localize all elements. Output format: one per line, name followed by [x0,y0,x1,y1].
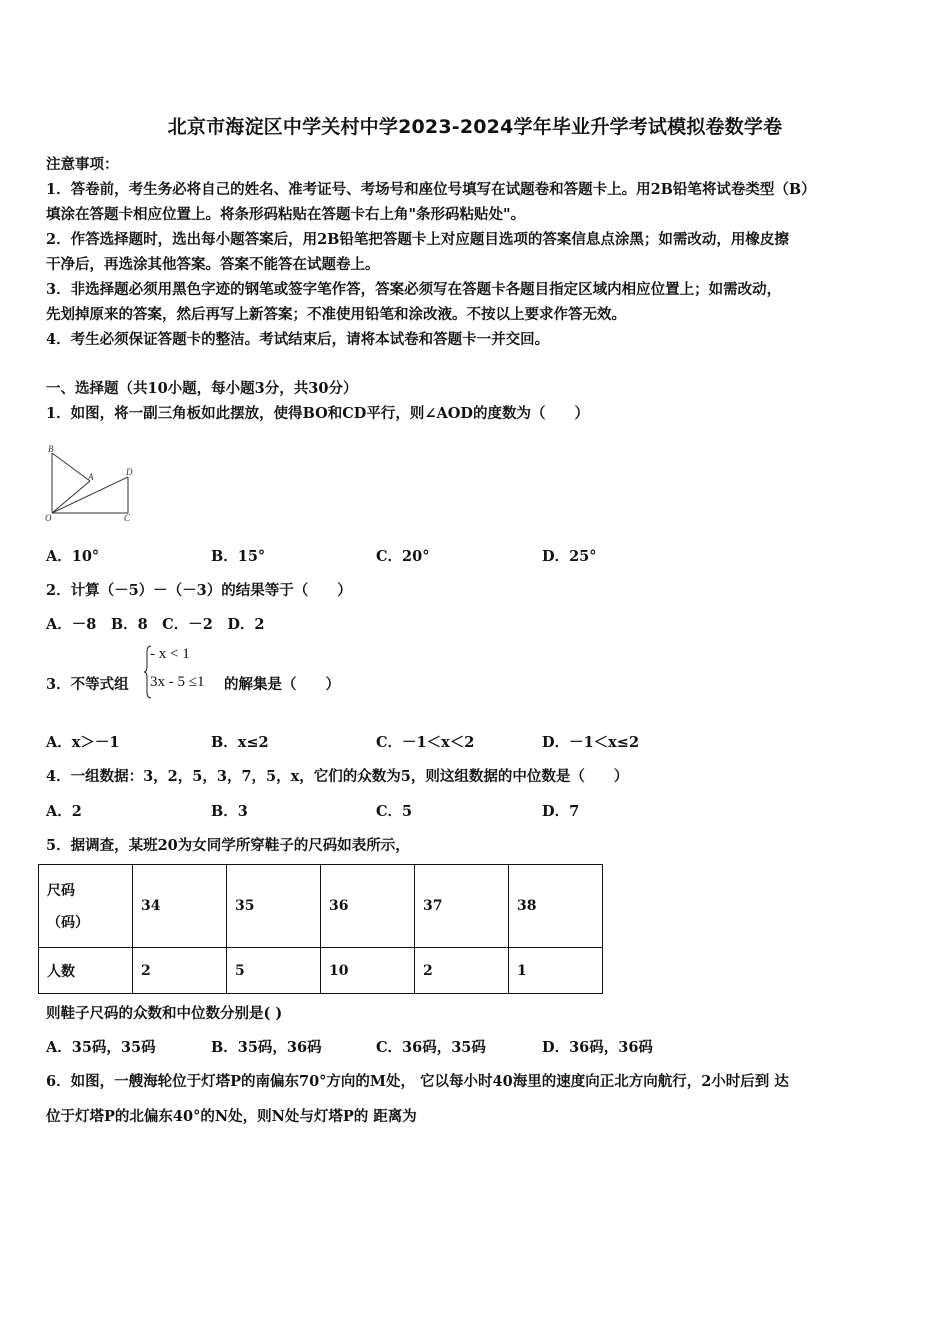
size-cell: 36 [321,865,415,948]
q5-option-a[interactable]: A．35码，35码 [46,1039,156,1056]
q4-stem: 4．一组数据：3，2，5，3，7，5，x，它们的众数为5，则这组数据的中位数是（ ） [46,768,629,785]
q2-stem: 2．计算（－5）－（－3）的结果等于（ ） [46,582,352,599]
q1-option-a[interactable]: A．10° [46,548,100,565]
table-row [39,948,603,994]
label-o: O [45,513,52,523]
q3-option-c[interactable]: C．－1＜x＜2 [376,734,475,751]
q3-suffix: 的解集是（ ） [224,676,340,693]
q4-option-b[interactable]: B．3 [211,803,248,820]
notice-line-3: 2．作答选择题时，选出每小题答案后，用2B铅笔把答题卡上对应题目选项的答案信息点涂黑；如需改动，用橡皮擦 [46,231,789,248]
row-header-count: 人数 [39,948,133,994]
shoe-size-table [38,864,603,994]
notice-line-7: 4．考生必须保证答题卡的整洁。考试结束后，请将本试卷和答题卡一并交回。 [46,331,550,348]
q1-triangle-figure [44,443,139,523]
label-d: D [126,467,133,477]
notice-heading: 注意事项： [46,156,119,173]
notice-line-4: 干净后，再选涂其他答案。答案不能答在试题卷上。 [46,256,380,273]
q4-option-c[interactable]: C．5 [376,803,413,820]
notice-line-1: 1．答卷前，考生务必将自己的姓名、准考证号、考场号和座位号填写在试题卷和答题卡上。用2B铅笔将试卷类型（B） [46,181,816,198]
q4-option-d[interactable]: D．7 [542,803,580,820]
count-cell: 5 [227,948,321,994]
segment-ba [52,453,90,481]
label-a: A [88,472,94,482]
q5-option-d[interactable]: D．36码，36码 [542,1039,653,1056]
notice-line-5: 3．非选择题必须用黑色字迹的钢笔或签字笔作答，答案必须写在答题卡各题目指定区域内相应位置上；如需改动， [46,281,782,298]
size-header-line-2: （码） [47,915,89,931]
q3-inequality-system [144,644,224,700]
section-heading: 一、选择题（共10小题，每小题3分，共30分） [46,380,358,397]
q6-stem-line-2: 位于灯塔P的北偏东40°的N处，则N处与灯塔P的 距离为 [46,1108,417,1125]
segment-od [52,477,128,513]
q3-inequality-2: 3x - 5 ≤1 [150,674,205,690]
q2-options[interactable]: A．－8 B．8 C．－2 D．2 [46,616,265,633]
q5-option-c[interactable]: C．36码，35码 [376,1039,486,1056]
q1-option-c[interactable]: C．20° [376,548,430,565]
count-cell: 10 [321,948,415,994]
q1-option-d[interactable]: D．25° [542,548,597,565]
size-header-line-1: 尺码 [47,883,75,899]
page-title: 北京市海淀区中学关村中学2023-2024学年毕业升学考试模拟卷数学卷 [167,116,783,138]
size-cell: 38 [509,865,603,948]
q5-stem: 5．据调查，某班20为女同学所穿鞋子的尺码如表所示， [46,837,410,854]
label-b: B [48,444,54,454]
count-cell: 2 [415,948,509,994]
q1-stem: 1．如图，将一副三角板如此摆放，使得BO和CD平行，则∠AOD的度数为（ ） [46,405,589,422]
q3-prefix: 3．不等式组 [46,676,129,693]
q5-question: 则鞋子尺码的众数和中位数分别是( ) [46,1005,283,1022]
q3-option-d[interactable]: D．－1＜x≤2 [542,734,640,751]
q1-option-b[interactable]: B．15° [211,548,266,565]
label-c: C [124,513,131,523]
segment-oa [52,481,90,513]
notice-line-2: 填涂在答题卡相应位置上。将条形码粘贴在答题卡右上角"条形码粘贴处"。 [46,206,526,223]
size-cell: 37 [415,865,509,948]
size-cell: 34 [133,865,227,948]
q4-option-a[interactable]: A．2 [46,803,82,820]
table-row [39,865,603,948]
size-cell: 35 [227,865,321,948]
row-header-size [39,865,133,948]
notice-line-6: 先划掉原来的答案，然后再写上新答案；不准使用铅笔和涂改液。不按以上要求作答无效。 [46,306,626,323]
count-cell: 1 [509,948,603,994]
count-cell: 2 [133,948,227,994]
q3-option-b[interactable]: B．x≤2 [211,734,269,751]
q5-option-b[interactable]: B．35码，36码 [211,1039,322,1056]
q3-inequality-1: - x < 1 [150,646,190,662]
q6-stem-line-1: 6．如图，一艘海轮位于灯塔P的南偏东70°方向的M处， 它以每小时40海里的速度向正北方向航行，2小时后到 达 [46,1073,789,1090]
q3-option-a[interactable]: A．x＞－1 [46,734,120,751]
